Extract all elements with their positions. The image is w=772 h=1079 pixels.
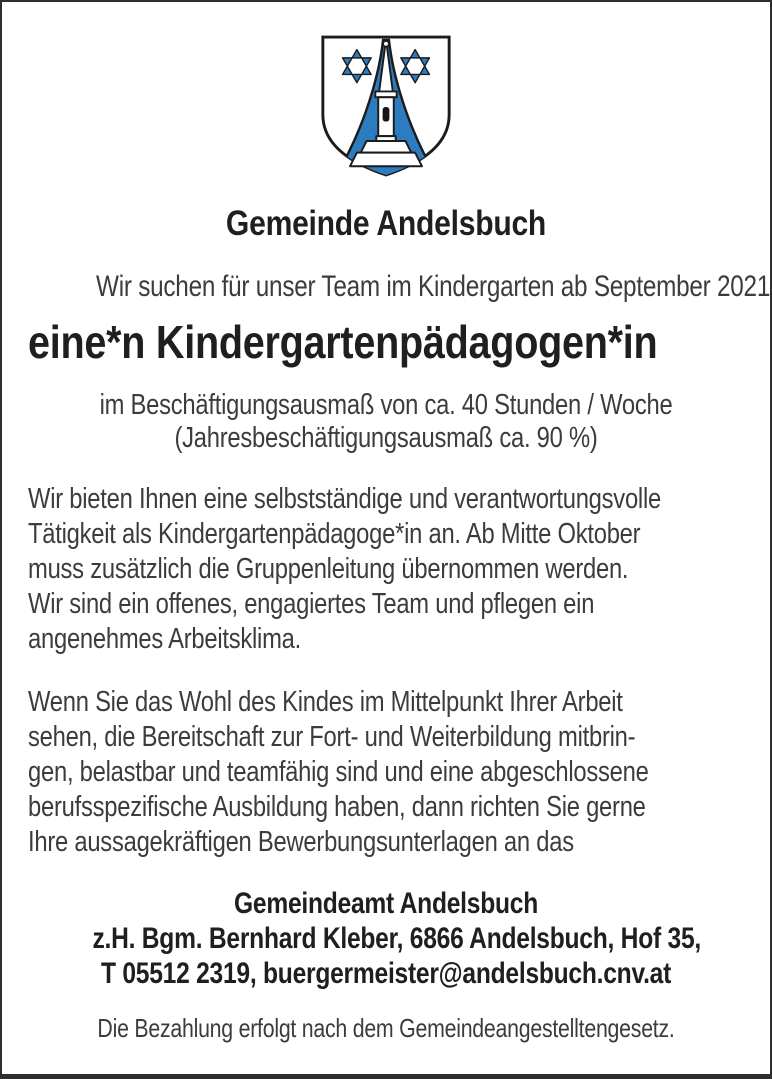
payment-note: Die Bezahlung erfolgt nach dem Gemeindeangestelltengesetz. xyxy=(97,1013,675,1043)
contact-phone-email: T 05512 2319, buergermeister@andelsbuch.cnv.at xyxy=(100,957,672,990)
offer-line: Wir sind ein offenes, engagiertes Team und pflegen ein xyxy=(28,588,595,620)
contact-office: Gemeindeamt Andelsbuch xyxy=(234,887,538,920)
requirement-line: berufsspezifische Ausbildung haben, dann richten Sie gerne xyxy=(28,791,646,823)
offer-line: Tätigkeit als Kindergartenpädagoge*in an. Ab Mitte Oktober xyxy=(28,518,641,550)
coat-of-arms-icon xyxy=(318,32,454,180)
offer-line: Wir bieten Ihnen eine selbstständige und verantwortungsvolle xyxy=(28,483,661,515)
requirement-line: gen, belastbar und teamfähig sind und eine abgeschlossene xyxy=(28,756,649,788)
requirement-line: sehen, die Bereitschaft zur Fort- und Weiterbildung mitbrin- xyxy=(28,721,636,753)
offer-paragraph xyxy=(28,482,744,657)
contact-address: z.H. Bgm. Bernhard Kleber, 6866 Andelsbuch, Hof 35, xyxy=(92,922,701,955)
workload-line: (Jahresbeschäftigungsausmaß ca. 90 %) xyxy=(174,422,598,454)
requirement-line: Wenn Sie das Wohl des Kindes im Mittelpunkt Ihrer Arbeit xyxy=(28,686,623,718)
monument-window xyxy=(383,107,390,122)
requirement-line: Ihre aussagekräftigen Bewerbungsunterlagen an das xyxy=(28,826,574,858)
offer-line: muss zusätzlich die Gruppenleitung übernommen werden. xyxy=(28,553,629,585)
coat-of-arms xyxy=(28,32,744,180)
workload-block xyxy=(28,389,744,455)
workload-line: im Beschäftigungsausmaß von ca. 40 Stunden / Woche xyxy=(99,389,673,421)
requirements-paragraph xyxy=(28,685,744,860)
intro-line: Wir suchen für unser Team im Kindergarten ab September 2021 xyxy=(96,270,771,303)
page-title: Gemeinde Andelsbuch xyxy=(225,204,547,243)
offer-line: angenehmes Arbeitsklima. xyxy=(28,623,302,655)
contact-block xyxy=(28,886,744,991)
position-headline: eine*n Kindergartenpädagogen*in xyxy=(28,316,658,368)
